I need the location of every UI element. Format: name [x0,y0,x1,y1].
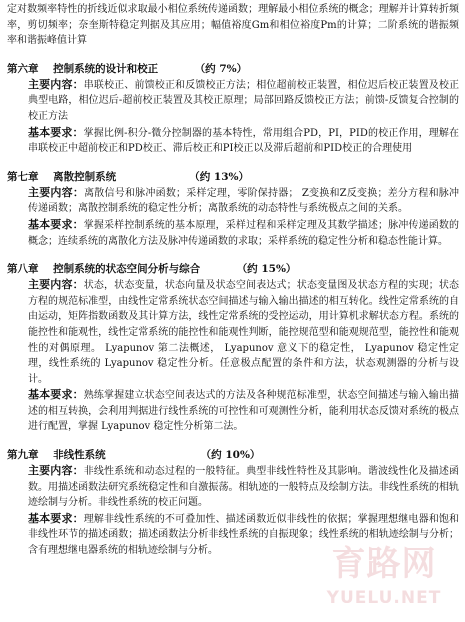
chapter-title: 第七章 离散控制系统 [7,170,117,183]
content-paragraph [7,77,459,125]
content-paragraph [7,277,459,387]
content-text: 串联校正、前馈校正和反馈校正方法；相位超前校正装置，相位迟后校正装置及校正典型电路，相位迟后-超前校正装置及其校正原理；局部回路反馈校正方法；前馈-反馈复合控制的校正方法 [28,79,460,122]
content-text: 离散信号和脉冲函数；采样定理，零阶保持器； Z变换和Z反变换；差分方程和脉冲传递函数；离散控制系统的稳定性分析；离散系统的动态特性与系统极点之间的关系。 [28,187,460,215]
requirement-text: 掌握比例-积分-微分控制器的基本特性，常用组合PD，PI，PID的校正作用，理解在串联校正中超前校正和PD校正、滞后校正和PI校正以及滞后超前和PID校正的合理使用 [28,127,459,155]
requirement-text: 掌握采样控制系统的基本原理，采样过程和采样定理及其数学描述；脉冲传递函数的概念；连续系统的离散化方法及脉冲传递函数的求取；采样系统的稳定性分析和稳态性能计算。 [28,219,460,247]
chapter-section [7,447,459,559]
chapter-weight: （约 7%） [194,62,248,75]
chapter-weight: （约 13%） [189,170,249,183]
content-text: 状态，状态变量，状态向量及状态空间表达式；状态变量图及状态方程的实现；状态方程的规范标准型，由线性定常系统状态空间描述与输入输出描述的相互转化。线性定常系统的自由运动，矩阵指数函数及其计算方法，线性定常系统的受控运动，用计算机求解状态方程。系统的能控性和能观性，线性定常系统的能控性和能观性判断，能控规范型和能观规范型，能控性和能观性的对偶原理。 Lyapunov 第二法概述， Lyapunov 意义下的稳定性， Lyapunov 稳定性定理，线性系统的 Lyapunov 稳定性分析。任意极点配置的条件和方法，状态观测器的分析与设计。 [28,280,460,385]
chapter-title: 第六章 控制系统的设计和校正 [7,62,159,75]
requirement-label: 基本要求： [28,511,84,525]
requirement-paragraph [7,387,459,435]
chapter-heading [7,169,459,185]
requirement-label: 基本要求： [28,388,84,402]
chapter-title: 第九章 非线性系统 [7,449,106,462]
watermark-url: YUELU.NET [326,588,442,608]
content-label: 主要内容： [28,278,84,292]
content-label: 主要内容： [28,77,84,91]
requirement-label: 基本要求： [28,217,84,231]
content-paragraph [7,463,459,511]
chapter-heading [7,261,459,277]
requirement-paragraph [7,125,459,157]
chapter-heading [7,447,459,463]
content-paragraph [7,185,459,217]
chapter-title: 第八章 控制系统的状态空间分析与综合 [7,263,201,276]
chapter-weight: （约 15%） [236,263,297,276]
intro-paragraph: 定对数频率特性的折线近似求取最小相位系统传递函数；理解最小相位系统的概念；理解并计算转折频率，剪切频率；奈奎斯特稳定判据及其应用；幅值裕度Gm和相位裕度Pm的计算；二阶系统的谐振频率和谐振峰值计算 [7,4,459,47]
content-label: 主要内容： [28,464,84,478]
chapter-heading [7,61,459,77]
watermark-text: 育路网 [331,544,437,584]
content-text: 非线性系统和动态过程的一般特征。典型非线性特性及其影响。谐波线性化及描述函数。用描述函数法研究系统稳定性和自激振荡。相轨迹的一般特点及绘制方法。非线性系统的相轨迹绘制与分析。非线性系统的校正问题。 [28,466,460,509]
chapter-section [7,61,459,157]
requirement-label: 基本要求： [28,125,84,139]
chapter-section [7,261,459,435]
chapter-weight: （约 10%） [200,449,261,462]
requirement-text: 熟练掌握建立状态空间表达式的方法及各种规范标准型，状态空间描述与输入输出描述的相互转换，会利用判据进行线性系统的可控性和可观测性分析，能利用状态反馈对系统的极点进行配置，掌握 Lyapunov 稳定性分析第二法。 [28,390,460,433]
document-page [7,2,459,559]
requirement-text: 理解非线性系统的不可叠加性、描述函数近似非线性的依据；掌握理想继电器和饱和非线性环节的描述函数；描述函数法分析非线性系统的自振现象；线性系统的相轨迹绘制与分析；含有理想继电器系统的相轨迹绘制与分析。 [28,513,460,557]
content-label: 主要内容： [28,185,85,199]
requirement-paragraph [7,217,459,249]
chapter-section [7,169,459,249]
requirement-paragraph [7,511,459,559]
